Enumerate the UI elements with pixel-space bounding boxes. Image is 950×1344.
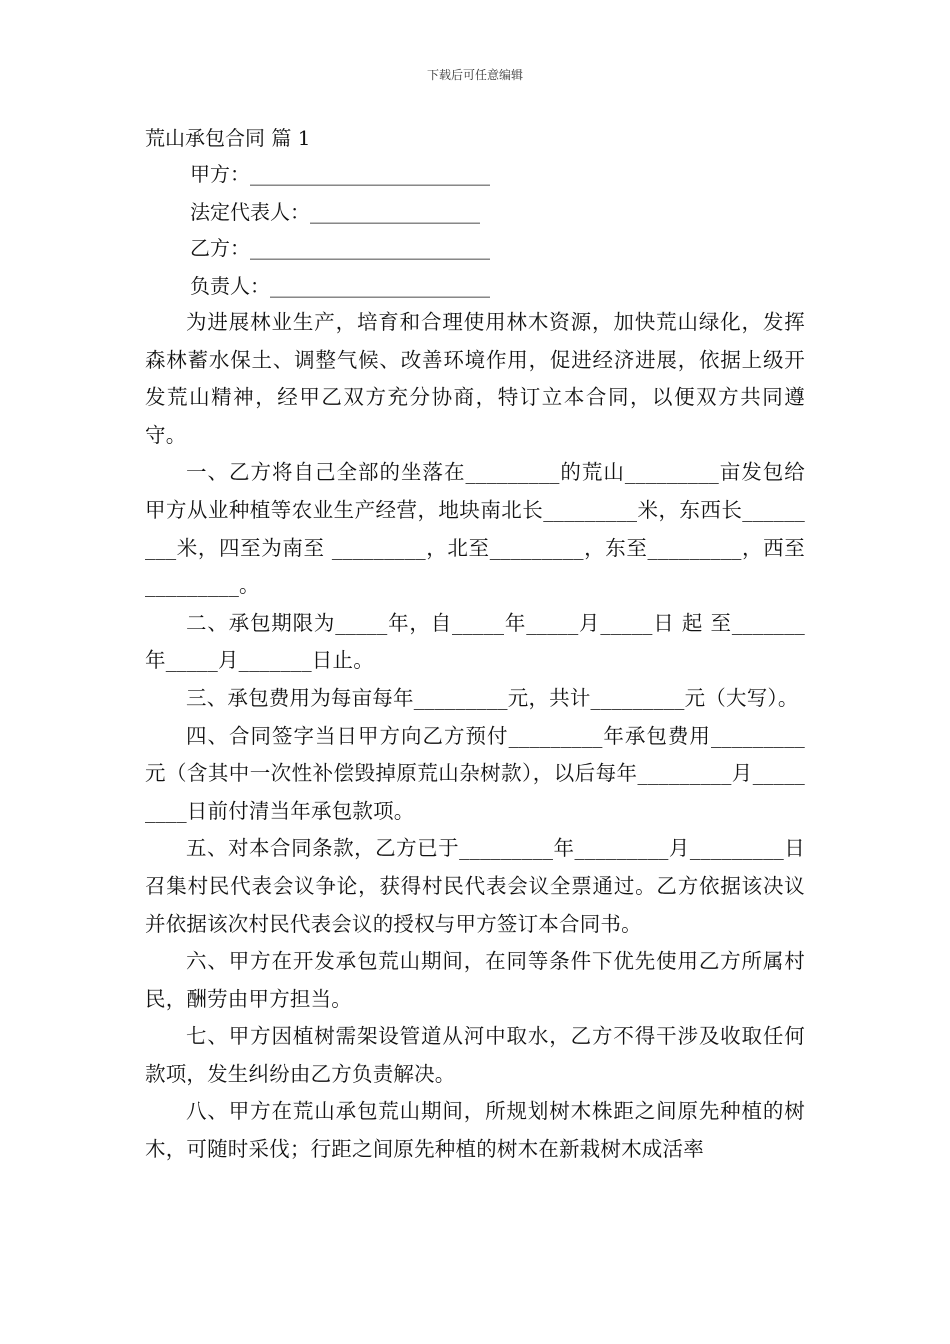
clause-6-paragraph: 六、甲方在开发承包荒山期间，在同等条件下优先使用乙方所属村民，酬劳由甲方担当。 (145, 949, 805, 1011)
page-header: 下载后可任意编辑 (426, 68, 523, 82)
legal-rep-label: 法定代表人： (190, 200, 310, 224)
party-a-blank: ________________________ (250, 162, 490, 186)
legal-rep-blank: _________________ (310, 200, 480, 224)
clause-5-paragraph: 五、对本合同条款，乙方已于_________年_________月_________日召集村民代表会议争论，获得村民代表会议全票通过。乙方依据该决议并依据该次村民代表会议的授权与甲方签订本合同书。 (145, 836, 805, 936)
party-b-blank: ________________________ (250, 236, 490, 260)
person-in-charge-blank: ______________________ (270, 274, 490, 298)
clause-7-paragraph: 七、甲方因植树需架设管道从河中取水，乙方不得干涉及收取任何款项，发生纠纷由乙方负责解决。 (145, 1024, 805, 1086)
party-a-field (190, 160, 490, 188)
clause-4-paragraph: 四、合同签字当日甲方向乙方预付_________年承包费用_________元（含其中一次性补偿毁掉原荒山杂树款），以后每年_________月_________日前付清当年承包款项。 (145, 723, 805, 823)
clause-8-paragraph: 八、甲方在荒山承包荒山期间，所规划树木株距之间原先种植的树木，可随时采伐；行距之间原先种植的树木在新栽树木成活率 (145, 1099, 805, 1162)
party-a-label: 甲方： (190, 162, 250, 186)
clause-2-paragraph: 二、承包期限为_____年，自_____年_____月_____日 起 至_______年_____月_______日止。 (145, 610, 805, 673)
clause-3-paragraph: 三、承包费用为每亩每年_________元，共计_________元（大写）。 (186, 685, 799, 710)
party-b-field (190, 234, 490, 262)
clause-1-paragraph: 一、乙方将自己全部的坐落在_________的荒山_________亩发包给甲方从业种植等农业生产经营，地块南北长_________米，东西长_________米，四至为南至 _________，北至_________，东至_________，西至_________。 (145, 460, 805, 598)
preamble-paragraph: 为进展林业生产，培育和合理使用林木资源，加快荒山绿化，发挥森林蓄水保土、调整气候、改善环境作用，促进经济进展，依据上级开发荒山精神，经甲乙双方充分协商，特订立本合同，以便双方共同遵守。 (145, 310, 805, 447)
person-in-charge-label: 负责人： (190, 274, 270, 298)
contract-title: 荒山承包合同 篇 1 (145, 126, 311, 150)
person-in-charge-field (190, 272, 490, 300)
legal-rep-field (190, 198, 480, 226)
party-b-label: 乙方： (190, 236, 250, 260)
contract-body (145, 304, 805, 1169)
